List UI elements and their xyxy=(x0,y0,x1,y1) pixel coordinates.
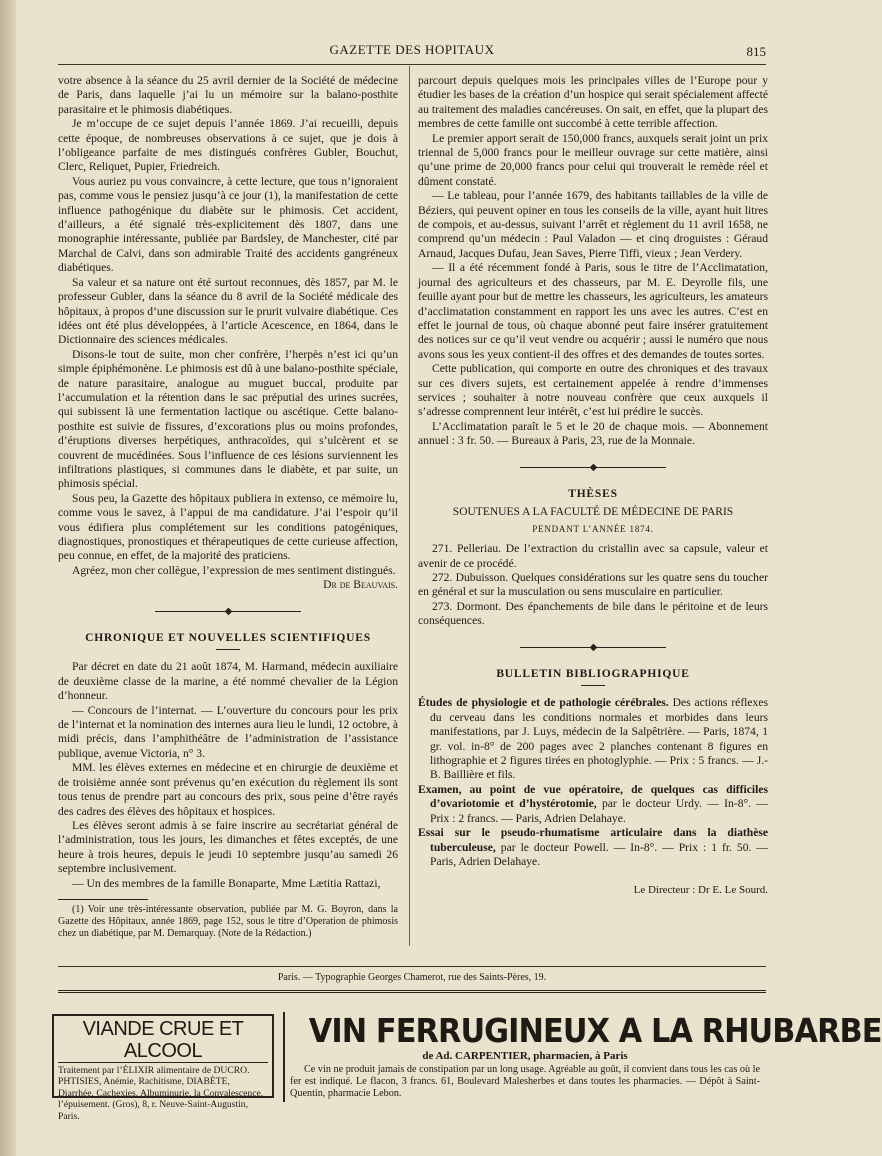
news-paragraph: Cette publication, qui comporte en outre des chroniques et des travaux sur ces divers sujets, est certainement appelée à rendre d’immenses services ; souhaiter à notre nouveau confrère que ceux auxquels il s’adresse comprennent leur intérêt, c’est lui prédire le succès. xyxy=(418,362,768,419)
these-entry: 273. Dormont. Des épanchements de bile dans le péritoine et de leurs conséquences. xyxy=(418,599,768,628)
column-divider xyxy=(409,66,410,946)
biblio-entry xyxy=(418,826,768,869)
biblio-heading: BULLETIN BIBLIOGRAPHIQUE xyxy=(496,668,690,681)
heading-rule xyxy=(581,685,605,686)
footnote-rule xyxy=(58,899,148,900)
running-header xyxy=(58,40,766,62)
page-number: 815 xyxy=(746,44,766,59)
biblio-entry xyxy=(418,783,768,826)
biblio-entry xyxy=(418,696,768,782)
ornament-divider: ◆ xyxy=(418,641,768,655)
theses-heading: THÈSES xyxy=(568,487,618,500)
footnote: (1) Voir une très-intéressante observation, publiée par M. G. Boyron, dans la Gazette des Hôpitaux, année 1869, page 152, sous le titre d’Operation de phimosis chez un diabétique, par M. Demarquay. (Note de la Rédaction.) xyxy=(58,903,398,939)
letter-paragraph: Disons-le tout de suite, mon cher confrère, l’herpès n’est ici qu’un simple épiphémonène. Le phimosis est dû à une balano-posthite spéciale, de nature parasitaire, analogue au muguet buccal, produite par l’accumulation et la rétention dans le sac préputial des urines sucrées, qui subissent là une fermentation lactique ou ascétique. Cette balano-posthite est suivie de fissures, d’excorations plus ou moins profondes, d’éruptions diverses herpétiques, anthracoïdes, qui s’ulcèrent et se couvrent de mucédinées. Sous l’influence de ces lésions surviennent les infiltrations plastiques, si communes dans le diabète, et par suite, un phimosis spécial. xyxy=(58,347,398,491)
ornament-divider: ◆ xyxy=(418,461,768,475)
ornament-divider: ◆ xyxy=(58,605,398,619)
letter-paragraph: Sa valeur et sa nature ont été surtout reconnues, dès 1857, par M. le professeur Gubler, dans la séance du 8 avril de la Société médicale des hôpitaux, à propos d’une discussion sur le prurit vulvaire diabétique. Ces idées ont été plus développées, à l’article Acescence, en 1864, dans le Dictionnaire des sciences médicales. xyxy=(58,275,398,347)
news-paragraph: Le premier apport serait de 150,000 francs, auxquels serait joint un prix triennal de 5,000 francs pour le meilleur ouvrage sur cette matière, ainsi qu’une prime de 20,000 francs pour celui qui trouverait le remède réel et dûment constaté. xyxy=(418,131,768,188)
advert-title: VIN FERRUGINEUX A LA RHUBARBE xyxy=(308,1011,882,1050)
left-column xyxy=(58,74,398,940)
letter-paragraph: votre absence à la séance du 25 avril dernier de la Société de médecine de Paris, dans laquelle j’ai lu un mémoire sur la balano-posthite parasitaire et le phimosis diabétiques. xyxy=(58,74,398,116)
biblio-entry-text: par le docteur Powell. — In-8°. — Prix : 1 fr. 50. — Paris, Adrien Delahaye. xyxy=(430,840,768,868)
biblio-entry-title: Examen, au point de vue opératoire, de quelques cas difficiles d’ovariotomie et d’hystérotomie, xyxy=(418,782,768,811)
advert-text: Traitement par l’ÉLIXIR alimentaire de DUCRO. PHTISIES, Anémie, Rachitisme, DIABÈTE, Diarrhée, Cachexies, Albuminurie, la Convalescence, l’épuisement. (Gros), 8, r. Neuve-Saint-Augustin, Paris. xyxy=(58,1065,264,1122)
theses-date: PENDANT L’ANNÉE 1874. xyxy=(532,523,654,534)
biblio-entry-title: Essai sur le pseudo-rhumatisme articulaire dans la diathèse tuberculeuse, xyxy=(418,826,768,854)
advert-rule xyxy=(58,990,766,995)
advert-divider xyxy=(283,1012,285,1102)
page-gutter xyxy=(0,0,16,1156)
news-paragraph: Par décret en date du 21 août 1874, M. Harmand, médecin auxiliaire de deuxième classe de la marine, a été nommé chevalier de la Légion d’honneur. xyxy=(58,660,398,703)
advert-subtitle: de Ad. CARPENTIER, pharmacien, à Paris xyxy=(422,1050,628,1062)
director-line: Le Directeur : Dr E. Le Sourd. xyxy=(633,884,768,897)
footer-rule xyxy=(58,966,766,967)
these-entry: 271. Pelleriau. De l’extraction du cristallin avec sa capsule, valeur et avenir de ce procédé. xyxy=(418,542,768,570)
letter-paragraph: Je m’occupe de ce sujet depuis l’année 1869. J’ai recueilli, depuis cette époque, de nombreuses observations à ce sujet, que je dois à l’obligeance parfaite de mes distingués confrères Gubler, Bouchut, Clerc, Reliquet, Pupier, Friedreich. xyxy=(58,117,398,174)
news-paragraph: — Concours de l’internat. — L’ouverture du concours pour les prix de l’internat et la nomination des internes aura lieu le lundi, 12 octobre, à midi précis, dans l’amphithéâtre de l’administration de l’assistance publique, avenue Victoria, n° 3. xyxy=(58,703,398,760)
letter-signature: Dr de Beauvais. xyxy=(323,578,398,592)
biblio-list xyxy=(418,696,768,869)
printer-imprint: Paris. — Typographie Georges Chamerot, rue des Saints-Pères, 19. xyxy=(277,972,547,983)
news-paragraph: — Un des membres de la famille Bonaparte, Mme Lætitia Rattazi, xyxy=(72,876,381,890)
letter-paragraph: Agréez, mon cher collègue, l’expression de mes sentiment distingués. xyxy=(72,563,396,577)
letter-paragraph: Sous peu, la Gazette des hôpitaux publiera in extenso, ce mémoire lu, comme vous le savez, à l’appui de ma candidature. J’ai l’espoir qu’il vous édifiera plus complétement sur les conditions patogéniques, diagnostiques, pronostiques et thérapeutiques de cette curieuse affection, peu connue, en effet, de la majorité des praticiens. xyxy=(58,491,398,563)
right-column xyxy=(418,74,768,898)
biblio-entry-text: par le docteur Urdy. — In-8°. — Prix : 2 francs. — Paris, Adrien Delahaye. xyxy=(430,797,768,825)
biblio-entry-title: Études de physiologie et de pathologie cérébrales. xyxy=(418,696,669,710)
header-rule xyxy=(58,64,766,65)
heading-rule xyxy=(216,649,240,650)
news-paragraph: — Il a été récemment fondé à Paris, sous le titre de l’Acclimatation, journal des agriculteurs et des chasseurs, par M. E. Deyrolle fils, une feuille ayant pour but de mettre les chasseurs, les agriculteurs, les amateurs d’acclimatation constamment en rapport les uns avec les autres. C’est en effet le journal de tous, où chaque abonné peut faire insérer gratuitement des notices sur ce qu’il veut vendre ou acquérir ; aussi le numéro que nous avons sous les yeux contient-il des offres et des demandes de toutes sortes. xyxy=(418,261,768,361)
news-paragraph: L’Acclimatation paraît le 5 et le 20 de chaque mois. — Abonnement annuel : 3 fr. 50. — Bureaux à Paris, 23, rue de la Monnaie. xyxy=(418,419,768,448)
news-paragraph: Les élèves seront admis à se faire inscrire au secrétariat général de l’administration, tous les jours, les dimanches et fêtes exceptés, de une heure à trois heures, depuis le jeudi 10 septembre jusqu’au samedi 26 septembre inclusivement. xyxy=(58,818,398,876)
advert-title: VIANDE CRUE ET ALCOOL xyxy=(58,1018,268,1063)
biblio-entry-text: Des actions réflexes du cerveau dans les conditions normales et morbides dans leurs manifestations, par J. Luys, médecin de la Salpêtrière. — Paris, 1874, 1 gr. vol. in-8° de 200 pages avec 2 planches contenant 8 figures en lithographie et 2 figures tirées en photoglyphie. — Prix : 5 francs. — J.-B. Baillière et fils. xyxy=(430,696,769,782)
advert-viande-crue xyxy=(52,1014,274,1122)
advert-vin-ferrugineux xyxy=(290,1011,882,1100)
chronique-heading: CHRONIQUE ET NOUVELLES SCIENTIFIQUES xyxy=(85,632,371,645)
news-paragraph: parcourt depuis quelques mois les principales villes de l’Europe pour y étudier les bases de la création d’un hospice qui serait spécialement affecté au traitement des maladies cancéreuses. On sait, en effet, que la plupart des membres de cette famille ont succombé à cette terrible affection. xyxy=(418,74,768,131)
journal-title: GAZETTE DES HOPITAUX xyxy=(329,42,495,57)
news-paragraph: MM. les élèves externes en médecine et en chirurgie de deuxième et de troisième année sont prévenus qu’en exécution du règlement ils sont tous tenus de prendre part au concours des prix, sous peine d’être rayés des cadres des élèves des hôpitaux et hospices. xyxy=(58,761,398,818)
advert-text: Ce vin ne produit jamais de constipation par un long usage. Agréable au goût, il convient dans tous les cas où le fer est indiqué. Le flacon, 3 francs. 61, Boulevard Malesherbes et dans toutes les pharmacies. — Dépôt à Saint-Quentin, pharmacie Lebon. xyxy=(290,1064,760,1099)
theses-subheading: SOUTENUES A LA FACULTÉ DE MÉDECINE DE PARIS xyxy=(452,506,734,519)
letter-paragraph: Vous auriez pu vous convaincre, à cette lecture, que tous n’ignoraient pas, comme vous le pensiez jusqu’à ce jour (1), la manifestation de cette influence pathogénique du diabète sur le phimosis. Cet accident, d’ailleurs, a été signalé très-explicitement dès 1807, dans une monographie intéressante, publiée par Bardsley, de Manchester, cité par Marchal de Calvi, dans son admirable Traité des accidents gangréneux diabétiques. xyxy=(58,174,398,275)
news-paragraph: — Le tableau, pour l’année 1679, des habitants taillables de la ville de Béziers, qui peuvent opiner en tous les conseils de la ville, ayant huit litres de compois, et au-dessus, suivant l’arrêt et règlement du 11 avril 1658, ne comprend qu’un médecin : Paul Valadon — et cinq droguistes : Géraud Arnaud, Jacques Dufau, Jean Saves, Pierre Tiffi, vieux ; Jean Verdery. xyxy=(418,189,768,260)
these-entry: 272. Dubuisson. Quelques considérations sur les quatre sens du toucher en général et sur la musculation ou sens musculaire en particulier. xyxy=(418,571,768,599)
